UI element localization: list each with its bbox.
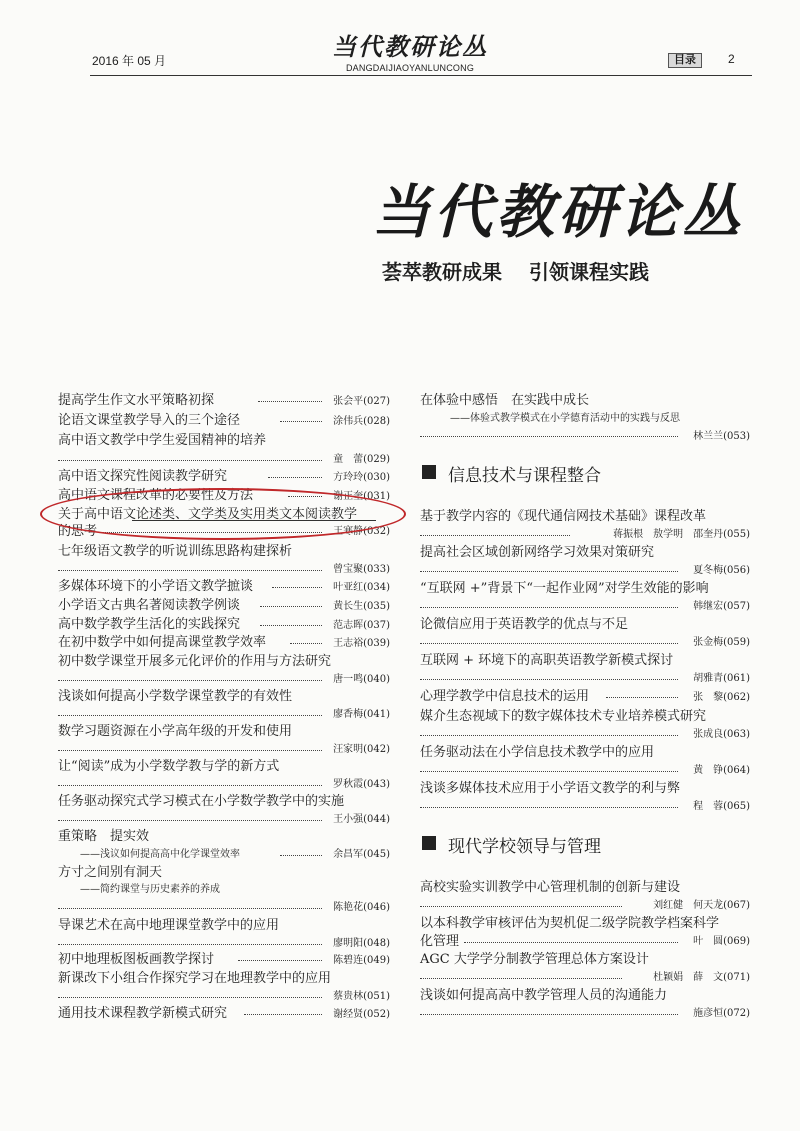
red-annotation-circle [40,488,406,540]
toc-entry-title: 通用技术课程教学新模式研究 [58,1006,228,1021]
toc-entry-author: 韩继宏(057) [693,601,750,612]
toc-entry-title: 关于高中语文论述类、文学类及实用类文本阅读教学 [58,507,358,522]
toc-entry-author: 叶 圆(069) [693,936,750,947]
toc-entry-author: 陈碧连(049) [333,955,390,966]
toc-entry[interactable] [58,650,390,686]
toc-entry-author: 王寒静(032) [333,526,390,537]
toc-entry[interactable] [58,594,390,612]
toc-entry-author: 胡雅青(061) [693,673,750,684]
dot-leader [290,643,322,644]
toc-entry-author: 刘红健 何天龙(067) [653,900,750,911]
masthead-slogan [382,256,669,285]
toc-entry-author: 陈艳花(046) [333,902,390,913]
toc-entry[interactable] [58,861,390,915]
toc-entry-author: 林兰兰(053) [693,431,750,442]
toc-entry[interactable] [58,409,390,427]
toc-entry[interactable] [58,575,390,593]
toc-entry-author: 黄长生(035) [333,601,390,612]
dot-leader [268,477,322,478]
toc-entry-title: 在体验中感悟 在实践中成长 [420,393,590,408]
toc-entry-author: 王小强(044) [333,814,390,825]
toc-entry[interactable] [58,967,390,1003]
toc-entry-author: 涂伟兵(028) [333,416,390,427]
toc-entry-author: 张 黎(062) [693,692,750,703]
dot-leader [58,680,322,681]
toc-entry[interactable] [58,540,390,576]
toc-entry-title: 七年级语文教学的听说训练思路构建探析 [58,544,293,559]
toc-entry-title: 高中语文探究性阅读教学研究 [58,469,228,484]
toc-entry-subtitle: ——简约课堂与历史素养的养成 [80,884,220,895]
dot-leader [58,570,322,571]
dot-leader [58,820,322,821]
toc-entry-title: 浅谈如何提高高中教学管理人员的沟通能力 [420,988,668,1003]
toc-entry-title: 让“阅读”成为小学数学教与学的新方式 [58,759,280,774]
section-tag: 目录 [668,53,702,68]
toc-entry-title: 心理学教学中信息技术的运用 [420,689,590,704]
toc-entry-title: 提高社会区域创新网络学习效果对策研究 [420,545,655,560]
toc-entry-author: 汪家明(042) [333,744,390,755]
toc-entry-title: “互联网 +”背景下“一起作业网”对学生效能的影响 [420,581,709,596]
toc-entry[interactable] [58,1002,390,1020]
toc-entry-author: 廖香梅(041) [333,709,390,720]
dot-leader [420,571,678,572]
section-square-icon [422,465,436,479]
toc-entry-author: 黄 铮(064) [693,765,750,776]
toc-entry-title: 浅谈多媒体技术应用于小学语文教学的利与弊 [420,781,681,796]
toc-entry-title: 新课改下小组合作探究学习在地理教学中的应用 [58,971,332,986]
toc-entry-title: 数学习题资源在小学高年级的开发和使用 [58,724,293,739]
toc-entry[interactable] [420,912,750,948]
toc-entry[interactable] [420,876,750,912]
journal-title: 当代教研论丛 [332,32,488,61]
header-rule [90,75,752,76]
toc-entry-author: 夏冬梅(056) [693,565,750,576]
toc-entry[interactable] [420,948,750,984]
toc-entry-title: 高中语文课程改革的必要性及方法 [58,488,254,503]
dot-leader [420,771,678,772]
toc-entry[interactable] [58,389,390,407]
toc-entry-author: 张成良(063) [693,729,750,740]
dot-leader [272,587,322,588]
toc-entry-author: 蔡贵林(051) [333,991,390,1002]
toc-entry-author: 余昌军(045) [333,849,390,860]
dot-leader [420,735,678,736]
toc-entry[interactable] [420,649,750,685]
toc-entry[interactable] [420,541,750,577]
toc-entry-subtitle: ——体验式教学模式在小学德育活动中的实践与反思 [450,413,680,424]
dot-leader [58,715,322,716]
dot-leader [420,1014,678,1015]
dot-leader [244,1014,322,1015]
toc-entry[interactable] [58,685,390,721]
toc-entry-title: 多媒体环境下的小学语文教学摭谈 [58,579,254,594]
dot-leader [464,942,678,943]
toc-entry[interactable] [58,631,390,649]
toc-entry-title: AGC 大学学分制教学管理总体方案设计 [420,952,649,967]
toc-entry-author: 范志晖(037) [333,620,390,631]
toc-entry-title: 任务驱动探究式学习模式在小学数学教学中的实施 [58,794,345,809]
issue-date: 2016 年 05 月 [92,54,167,68]
toc-entry-author: 程 蓉(065) [693,801,750,812]
dot-leader [58,750,322,751]
dot-leader [420,679,678,680]
dot-leader [420,807,678,808]
toc-entry-title: 高校实验实训教学中心管理机制的创新与建设 [420,880,681,895]
toc-entry-title: 浅谈如何提高小学数学课堂教学的有效性 [58,689,293,704]
toc-entry-title: 高中数学教学生活化的实践探究 [58,617,241,632]
dot-leader [606,697,678,698]
toc-entry-title: 媒介生态视域下的数字媒体技术专业培养模式研究 [420,709,707,724]
section-heading-management: 现代学校领导与管理 [448,837,601,856]
hand-underline [132,520,376,521]
dot-leader [420,906,622,907]
toc-entry[interactable] [420,505,750,541]
toc-entry[interactable] [58,914,390,950]
toc-entry-author: 谢经贤(052) [333,1009,390,1020]
toc-entry[interactable] [58,790,390,826]
toc-entry[interactable] [58,465,390,483]
dot-leader [280,421,322,422]
toc-entry[interactable] [420,577,750,613]
dot-leader [58,944,322,945]
dot-leader [238,960,322,961]
toc-entry-title-continued: 化管理 [420,934,460,949]
toc-entry-title: 重策略 提实效 [58,829,150,844]
toc-entry-title: 提高学生作文水平策略初探 [58,393,215,408]
toc-entry-title: 初中地理板图板画教学探讨 [58,952,215,967]
dot-leader [58,908,322,909]
dot-leader [258,401,322,402]
toc-entry-title: 在初中数学中如何提高课堂教学效率 [58,635,267,650]
toc-entry-title-continued: 的思考 [58,524,98,539]
dot-leader [420,535,570,536]
toc-entry-author: 唐一鸣(040) [333,674,390,685]
toc-entry-title: 方寸之间别有洞天 [58,865,163,880]
toc-entry[interactable] [58,755,390,791]
toc-entry[interactable] [420,741,750,777]
toc-entry-author: 曾宝聚(033) [333,564,390,575]
toc-entry-title: 以本科教学审核评估为契机促二级学院教学档案科学 [420,916,720,931]
toc-entry-author: 施彦恒(072) [693,1008,750,1019]
journal-pinyin: DANGDAIJIAOYANLUNCONG [345,63,475,73]
toc-entry[interactable] [58,948,390,966]
slogan-part-2: 引领课程实践 [528,260,649,284]
toc-entry[interactable] [58,720,390,756]
toc-entry-title: 初中数学课堂开展多元化评价的作用与方法研究 [58,654,332,669]
toc-entry-author: 张金梅(059) [693,637,750,648]
toc-entry-author: 罗秋霞(043) [333,779,390,790]
dot-leader [420,607,678,608]
toc-entry[interactable] [420,705,750,741]
toc-entry[interactable] [420,613,750,649]
dot-leader [58,997,322,998]
toc-entry-title: 论微信应用于英语教学的优点与不足 [420,617,629,632]
page-number: 2 [728,52,735,66]
toc-entry[interactable] [420,984,750,1020]
toc-entry-author: 张会平(027) [333,396,390,407]
toc-entry-author: 谢正奎(031) [333,491,390,502]
toc-entry[interactable] [58,613,390,631]
dot-leader [420,643,678,644]
toc-entry-author: 叶亚红(034) [333,582,390,593]
toc-entry-subtitle: ——浅议如何提高高中化学课堂效率 [80,849,240,860]
toc-entry-title: 高中语文教学中学生爱国精神的培养 [58,433,267,448]
dot-leader [58,785,322,786]
toc-entry-author: 蒋振根 敖学明 邵奎丹(055) [613,529,750,540]
toc-entry-author: 王志裕(039) [333,638,390,649]
dot-leader [280,855,322,856]
toc-entry[interactable] [58,429,390,467]
masthead-title: 当代教研论丛 [372,178,745,246]
toc-entry[interactable] [420,777,750,813]
dot-leader [260,625,322,626]
toc-entry-title: 互联网 + 环境下的高职英语教学新模式探讨 [420,653,674,668]
toc-entry-author: 廖明阳(048) [333,938,390,949]
dot-leader [420,436,678,437]
toc-entry-title: 基于教学内容的《现代通信网技术基础》课程改革 [420,509,707,524]
toc-entry-author: 杜颖娟 薛 文(071) [653,972,750,983]
toc-entry-author: 方玲玲(030) [333,472,390,483]
section-square-icon [422,836,436,850]
dot-leader [420,978,622,979]
toc-entry[interactable] [420,685,750,703]
toc-entry[interactable] [420,389,750,445]
toc-entry-title: 小学语文古典名著阅读教学例谈 [58,598,241,613]
dot-leader [260,606,322,607]
toc-entry-title: 论语文课堂教学导入的三个途径 [58,413,241,428]
toc-entry-title: 导课艺术在高中地理课堂教学中的应用 [58,918,280,933]
slogan-part-1: 荟萃教研成果 [382,260,502,284]
toc-entry[interactable] [58,825,390,861]
dot-leader [58,460,322,461]
toc-entry-author: 童 蕾(029) [333,454,390,465]
toc-entry-title: 任务驱动法在小学信息技术教学中的应用 [420,745,655,760]
section-heading-it: 信息技术与课程整合 [448,466,601,485]
